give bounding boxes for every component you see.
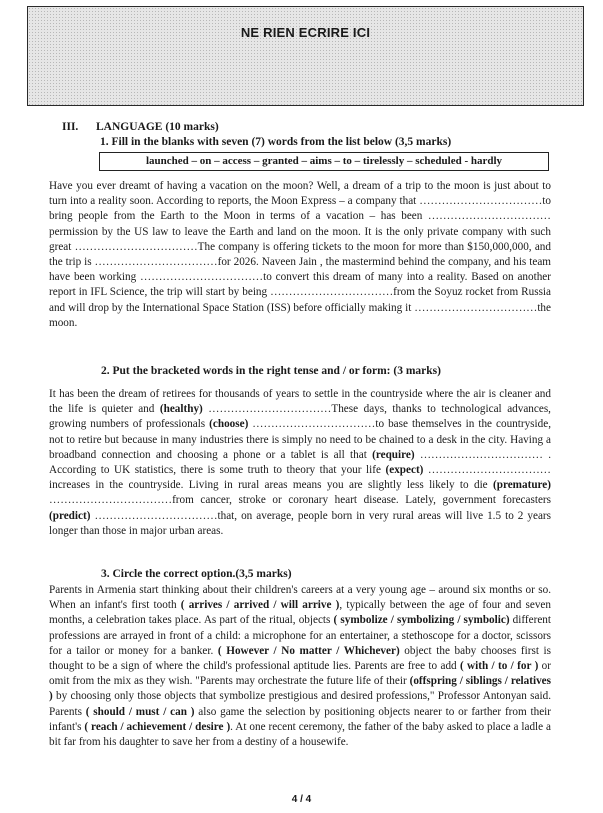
question-1-title: 1. Fill in the blanks with seven (7) words from the list below (3,5 marks) <box>100 136 452 148</box>
section-heading <box>62 121 219 133</box>
page-number: 4 / 4 <box>291 794 312 805</box>
bracketed-term: (choose) <box>209 418 249 431</box>
bracketed-term: (require) <box>372 448 415 461</box>
question-1-text: Have you ever dreamt of having a vacation on the moon? Well, a dream of a trip to the moon is just about to turn into a reality soon. According to reports, the Moon Express – a company that ……………………………to bring people from the Earth to the Moon in terms of a vacation – has been ……………………………permission by the US law to leave the Earth and land on the moon. It is the only private company with such great ……………………………The company is offering tickets to the moon for more than $150,000,000, and the trip is ……………………………for 2026. Naveen Jain , the mastermind behind the company, and his team have been working ……………………………to convert this dream of many into a reality. Based on another report in IFL Science, the trip will start by being ……………………………from the Soyuz rocket from Russia and will drop by the International Space Station (ISS) before officially making it ……………………………the moon. <box>49 180 551 329</box>
bracketed-term: (predict) <box>49 509 91 522</box>
bracketed-term: ( reach / achievement / desire ) <box>84 720 231 733</box>
bracketed-term: (healthy) <box>159 403 203 416</box>
bracketed-term: ( symbolize / symbolizing / symbolic) <box>333 614 510 627</box>
question-3-text: Parents in Armenia start thinking about their children's careers at a very young age – around six months or so. When an infant's first tooth ( arrives / arrived / will arrive ), typically between the age of four and seven months, a celebration takes place. As part of the ritual, objects ( symbolize / symbolizing / symbolic) different professions are arrayed in front of a child: a microphone for an entertainer, a stethoscope for a doctor, scissors for a tailor or money for a banker. ( However / No matter / Whichever) object the baby chooses first is thought to be a sign of where the child's professional aptitude lies. Parents are free to add ( with / to / for ) or omit from the mix as they wish. "Parents may orchestrate the future life of their (offspring / siblings / relatives ) by choosing only those objects that symbolize prestigious and desired professions," Professor Antonyan said. Parents ( should / must / can ) also game the selection by positioning objects nearer to or farther from their infant's ( reach / achievement / desire ). At one recent ceremony, the father of the baby asked to place a ladle a bit far from his daughter to save her from a destiny of a housewife. <box>49 584 552 749</box>
bracketed-term: ( arrives / arrived / will arrive ) <box>180 599 340 612</box>
bracketed-term: (offspring / siblings / relatives ) <box>49 675 551 703</box>
question-2-title: 2. Put the bracketed words in the right tense and / or form: (3 marks) <box>101 365 441 377</box>
do-not-write-box <box>27 6 584 106</box>
word-list-box: launched – on – access – granted – aims – to – tirelessly – scheduled - hardly <box>99 152 549 171</box>
question-3-title: 3. Circle the correct option.(3,5 marks) <box>101 568 292 580</box>
section-title: LANGUAGE (10 marks) <box>96 121 219 133</box>
bracketed-term: ( should / must / can ) <box>85 705 195 718</box>
bracketed-term: (expect) <box>385 464 424 477</box>
bracketed-term: (premature) <box>493 479 551 492</box>
question-2-text: It has been the dream of retirees for thousands of years to settle in the countryside where the air is cleaner and the life is quieter and (healthy) ……………………………These days, thanks to technological advances, growing numbers of professionals (choose) ……………………………to base themselves in the countryside, not to retire but because in many industries there is simply no need to be chained to a desk in the city. Having a broadband connection and choosing a phone or a tablet is all that (require) …………………………… . According to UK statistics, there is some truth to theory that your life (expect) ……………………………increases in the countryside. Living in rural areas means you are slightly less likely to die (premature) ……………………………from cancer, stroke or coronary heart disease. Lately, government forecasters (predict) ……………………………that, on average, people born in very rural areas will live 1.5 to 2 years longer than those in major urban areas. <box>49 388 552 537</box>
header-title: NE RIEN ECRIRE ICI <box>240 25 371 40</box>
bracketed-term: ( However / No matter / Whichever) <box>217 644 400 657</box>
bracketed-term: ( with / to / for ) <box>459 660 539 673</box>
section-number: III. <box>62 121 79 133</box>
